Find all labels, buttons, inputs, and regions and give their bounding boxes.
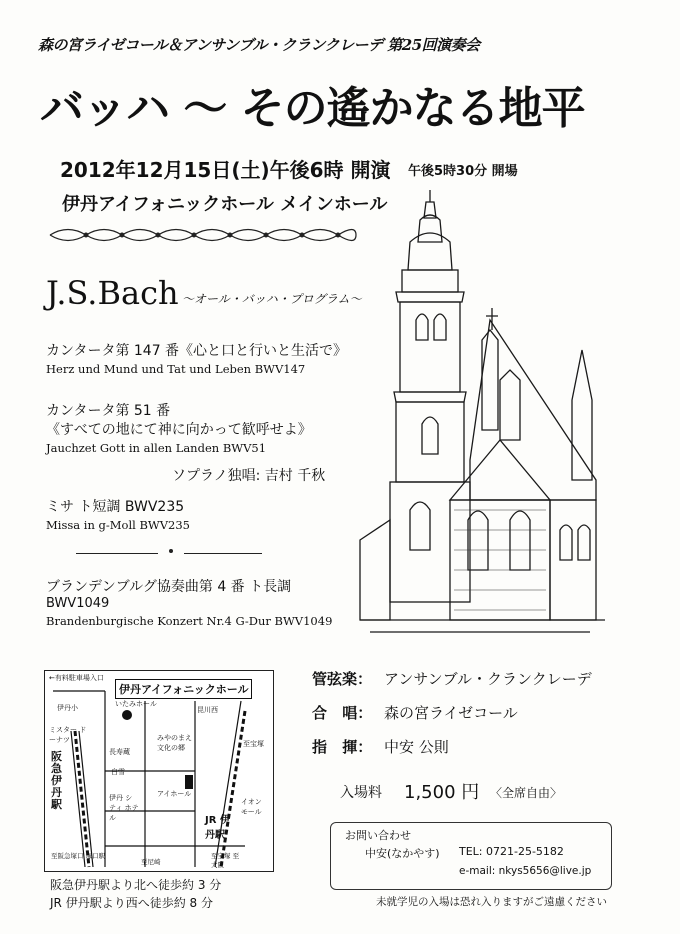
- program-item-3-german: Missa in g-Moll BWV235: [46, 518, 190, 532]
- map-koyanishi: 昆川西: [197, 706, 218, 714]
- program-item-1-title: カンタータ第 147 番《心と口と行いと生活で》: [46, 343, 348, 359]
- program-tagline: ～オール・バッハ・プログラム～: [182, 292, 362, 306]
- choir-name: 森の宮ライゼコール: [384, 704, 518, 722]
- map-itami-hall: いたみホール: [115, 700, 157, 708]
- program-item-4-german: Brandenburgische Konzert Nr.4 G-Dur BWV1049: [46, 614, 333, 628]
- intermission-dot: [169, 549, 173, 553]
- contact-name: 中安(なかやす): [365, 847, 440, 860]
- map-miyanomae: みやのまえ 文化の郷: [157, 734, 192, 752]
- conductor-name: 中安 公則: [384, 738, 449, 756]
- map-nagaya: 長寿蔵: [109, 748, 130, 756]
- program-item-1-german: Herz und Mund und Tat und Leben BWV147: [46, 362, 306, 376]
- map-right-top: 至宝塚: [243, 740, 264, 748]
- map-aeon: イオン モール: [241, 798, 262, 816]
- notice: 未就学児の入場は恐れ入りますがご遠慮ください: [376, 896, 607, 908]
- admission-price: 1,500 円: [404, 782, 480, 803]
- map-roads: [45, 671, 273, 871]
- contact-email: e-mail: nkys5656@live.jp: [459, 865, 592, 877]
- concert-title: バッハ ～ その遙かなる地平: [40, 83, 585, 134]
- program-item-2-german: Jauchzet Gott in allen Landen BWV51: [46, 441, 267, 455]
- intermission-line-right: [184, 553, 262, 554]
- intermission-line-left: [76, 553, 158, 554]
- orchestra-name: アンサンブル・クランクレーデ: [384, 670, 592, 688]
- map-itami-elem: 伊丹小: [57, 704, 78, 712]
- thomaskirche-illustration: [350, 180, 612, 650]
- map-mister-donut: ミスター ドーナツ: [49, 726, 87, 744]
- program-item-4-title: ブランデンブルグ協奏曲第 4 番 ト長調: [46, 579, 292, 595]
- orchestra-label: 管弦楽：: [312, 670, 373, 688]
- program-item-2-title: カンタータ第 51 番: [46, 403, 171, 419]
- program-item-3-title: ミサ ト短調 BWV235: [46, 499, 185, 515]
- access-hankyu: 阪急伊丹駅より北へ徒歩約 3 分: [50, 878, 222, 892]
- venue: 伊丹アイフォニックホール メインホール: [62, 194, 388, 215]
- program-item-2-subtitle: 《すべての地にて神に向かって歓呼せよ》: [46, 422, 312, 438]
- admission-note: 〈全席自由〉: [490, 786, 563, 800]
- map-ihall: アイホール: [157, 790, 192, 798]
- map-shiroyuki: 白雪: [111, 768, 125, 776]
- contact-box: [330, 822, 612, 890]
- contact-heading: お問い合わせ: [345, 829, 411, 842]
- concert-subtitle: 森の宮ライゼコール＆アンサンブル・クランクレーデ 第25回演奏会: [38, 36, 480, 54]
- admission-label: 入場料: [340, 785, 382, 801]
- map-bottom-mid: 至尼崎: [141, 858, 161, 866]
- choir-label: 合 唱：: [312, 704, 373, 722]
- decorative-ornament-band: [48, 224, 358, 246]
- map-jr-itami: JR 伊丹駅: [205, 815, 230, 841]
- access-jr: JR 伊丹駅より西へ徒歩約 8 分: [50, 896, 213, 910]
- program-item-4-bwv: BWV1049: [46, 596, 110, 611]
- map-hall-name: 伊丹アイフォニックホール: [115, 679, 252, 699]
- access-map: [44, 670, 274, 872]
- map-hankyu: 阪急伊丹駅: [51, 750, 62, 811]
- event-date: 2012年12月15日(土)午後6時 開演: [60, 158, 391, 182]
- map-city-hotel: 伊丹 シティ ホテル: [109, 794, 139, 822]
- conductor-label: 指 揮：: [312, 738, 373, 756]
- map-parking: ←有料駐車場入口: [49, 674, 104, 682]
- map-bottom-right: 至宝塚 至大阪: [211, 852, 240, 869]
- soloist: ソプラノ独唱: 吉村 千秋: [172, 468, 326, 484]
- contact-tel: TEL: 0721-25-5182: [459, 845, 564, 858]
- map-bottom-left: 至阪急塚口 塚口駅: [51, 852, 106, 860]
- doors-open: 午後5時30分 開場: [408, 164, 518, 179]
- composer-name: J.S.Bach: [46, 274, 179, 312]
